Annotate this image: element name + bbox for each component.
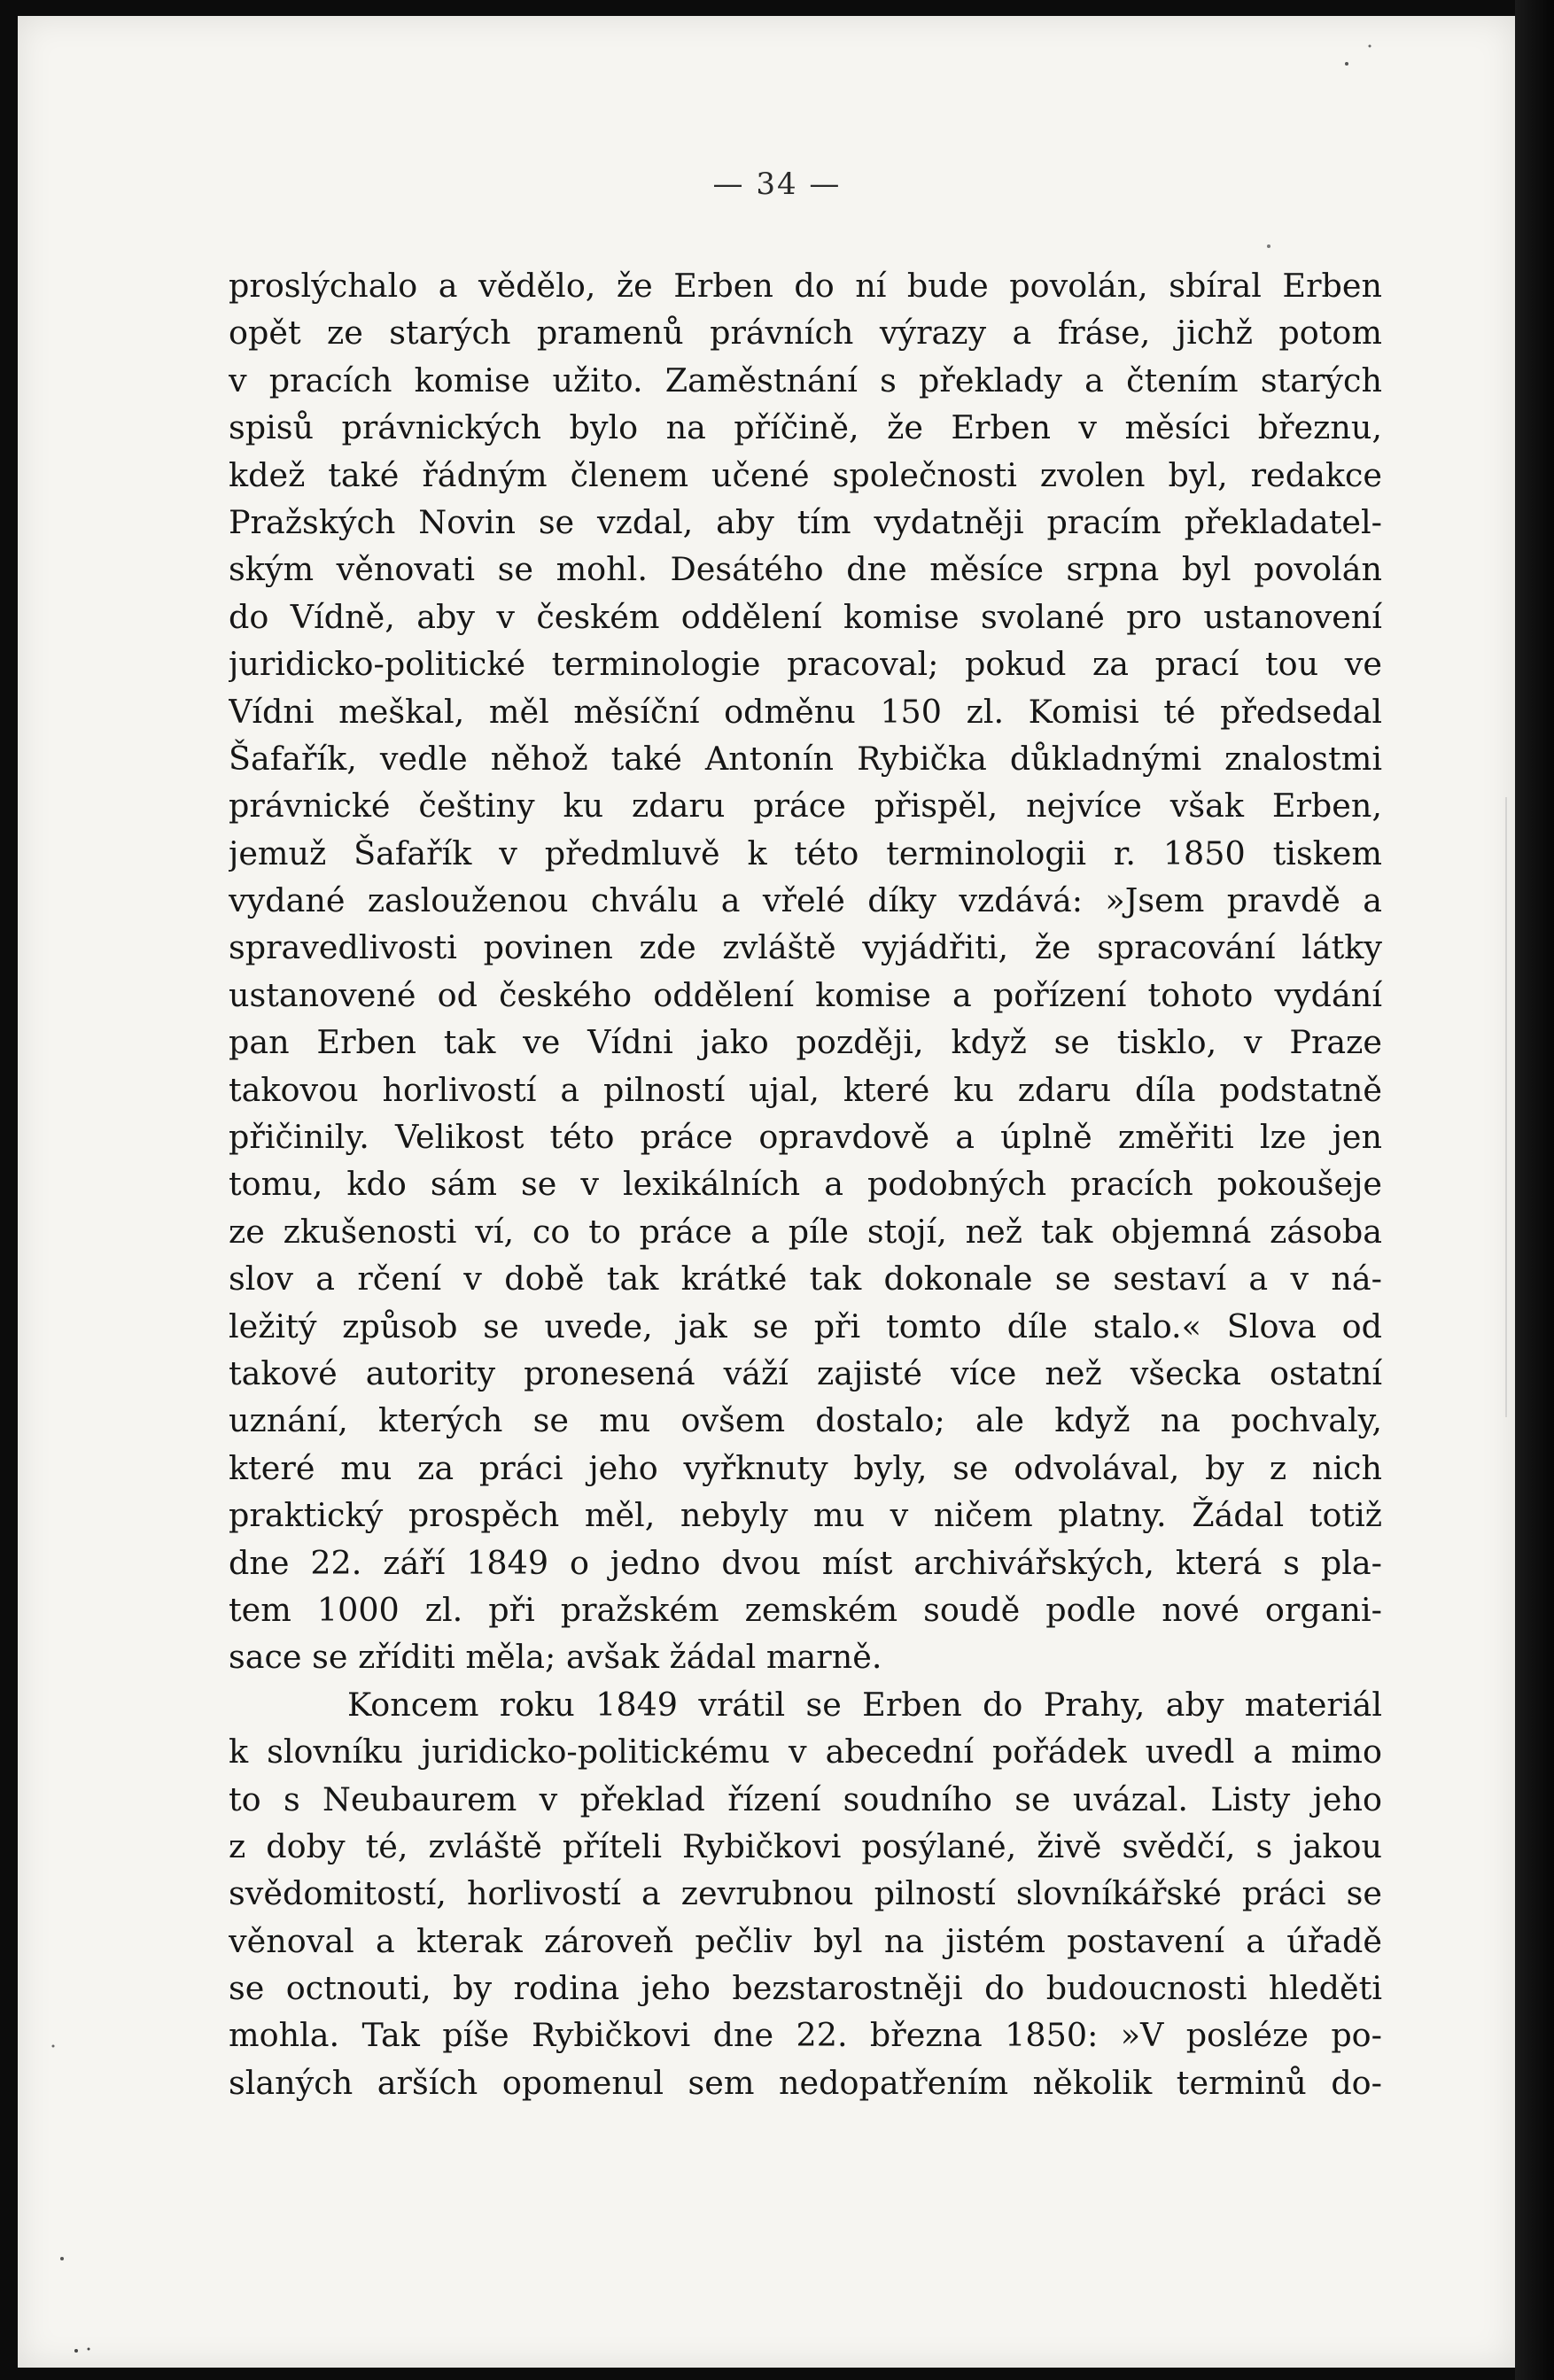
text-line: ze zkušenosti ví, co to práce a píle stojí, než tak objemná zásoba — [229, 1212, 1382, 1251]
text-line: mohla. Tak píše Rybičkovi dne 22. března 1850: »V posléze po- — [229, 2016, 1382, 2055]
text-line: Šafařík, vedle něhož také Antonín Rybička důkladnými znalostmi — [229, 739, 1382, 778]
page-edge-shadow — [1515, 0, 1554, 2380]
text-line: přičinily. Velikost této práce opravdově a úplně změřiti lze jen — [229, 1118, 1382, 1157]
text-line: jemuž Šafařík v předmluvě k této terminologii r. 1850 tiskem — [229, 833, 1382, 872]
text-line: spravedlivosti povinen zde zvláště vyjádřiti, že spracování látky — [229, 928, 1382, 967]
body-text — [229, 262, 1382, 2106]
text-line: proslýchalo a vědělo, že Erben do ní bude povolán, sbíral Erben — [229, 267, 1382, 305]
text-line: slaných arších opomenul sem nedopatřením několik terminů do- — [229, 2063, 1382, 2102]
text-line: kdež také řádným členem učené společnosti zvolen byl, redakce — [229, 455, 1382, 494]
text-line: ustanovené od českého oddělení komise a pořízení tohoto vydání — [229, 975, 1382, 1014]
text-line: k slovníku juridicko-politickému v abecední pořádek uvedl a mimo — [229, 1733, 1382, 1771]
text-line: slov a rčení v době tak krátké tak dokonale se sestaví a v ná- — [229, 1260, 1382, 1299]
text-line: právnické češtiny ku zdaru práce přispěl, nejvíce však Erben, — [229, 787, 1382, 826]
text-line: praktický prospěch měl, nebyly mu v ničem platny. Žádal totiž — [229, 1496, 1382, 1535]
text-line: svědomitostí, horlivostí a zevrubnou pilností slovníkářské práci se — [229, 1874, 1382, 1913]
text-line: se octnouti, by rodina jeho bezstarostněji do budoucnosti hleděti — [229, 1969, 1382, 2008]
text-line: tomu, kdo sám se v lexikálních a podobných pracích pokoušeje — [229, 1165, 1382, 1204]
text-line: do Vídně, aby v českém oddělení komise svolané pro ustanovení — [229, 597, 1382, 636]
text-line: pan Erben tak ve Vídni jako později, když se tisklo, v Praze — [229, 1023, 1382, 1062]
text-line: opět ze starých pramenů právních výrazy a fráse, jichž potom — [229, 314, 1382, 353]
text-line: Pražských Novin se vzdal, aby tím vydatněji pracím překladatel- — [229, 502, 1382, 541]
text-line: takové autority pronesená váží zajisté více než všecka ostatní — [229, 1353, 1382, 1392]
paragraph-start-line: Koncem roku 1849 vrátil se Erben do Prahy, aby materiál — [347, 1685, 1382, 1724]
text-line: juridicko-politické terminologie pracoval; pokud za prací tou ve — [229, 645, 1382, 684]
page-number: — 34 — — [712, 167, 842, 202]
text-line: z doby té, zvláště příteli Rybičkovi posýlané, živě svědčí, s jakou — [229, 1826, 1382, 1865]
paragraph-end-line: sace se zříditi měla; avšak žádal marně. — [229, 1638, 882, 1677]
text-line: v pracích komise užito. Zaměstnání s překlady a čtením starých — [229, 360, 1382, 399]
text-line: takovou horlivostí a pilností ujal, které ku zdaru díla podstatně — [229, 1070, 1382, 1109]
text-line: spisů právnických bylo na příčině, že Erben v měsíci březnu, — [229, 408, 1382, 447]
text-line: to s Neubaurem v překlad řízení soudního se uvázal. Listy jeho — [229, 1779, 1382, 1818]
text-line: Vídni meškal, měl měsíční odměnu 150 zl. Komisi té předsedal — [229, 692, 1382, 731]
text-line: věnoval a kterak zároveň pečliv byl na jistém postavení a úřadě — [229, 1921, 1382, 1960]
text-line: tem 1000 zl. při pražském zemském soudě podle nové organi- — [229, 1590, 1382, 1629]
text-line: dne 22. září 1849 o jedno dvou míst archivářských, která s pla- — [229, 1543, 1382, 1582]
text-line: ležitý způsob se uvede, jak se při tomto díle stalo.« Slova od — [229, 1306, 1382, 1345]
text-line: které mu za práci jeho vyřknuty byly, se odvolával, by z nich — [229, 1448, 1382, 1487]
text-line: uznání, kterých se mu ovšem dostalo; ale když na pochvaly, — [229, 1401, 1382, 1440]
text-line: ským věnovati se mohl. Desátého dne měsíce srpna byl povolán — [229, 550, 1382, 589]
text-line: vydané zaslouženou chválu a vřelé díky vzdává: »Jsem pravdě a — [229, 881, 1382, 920]
